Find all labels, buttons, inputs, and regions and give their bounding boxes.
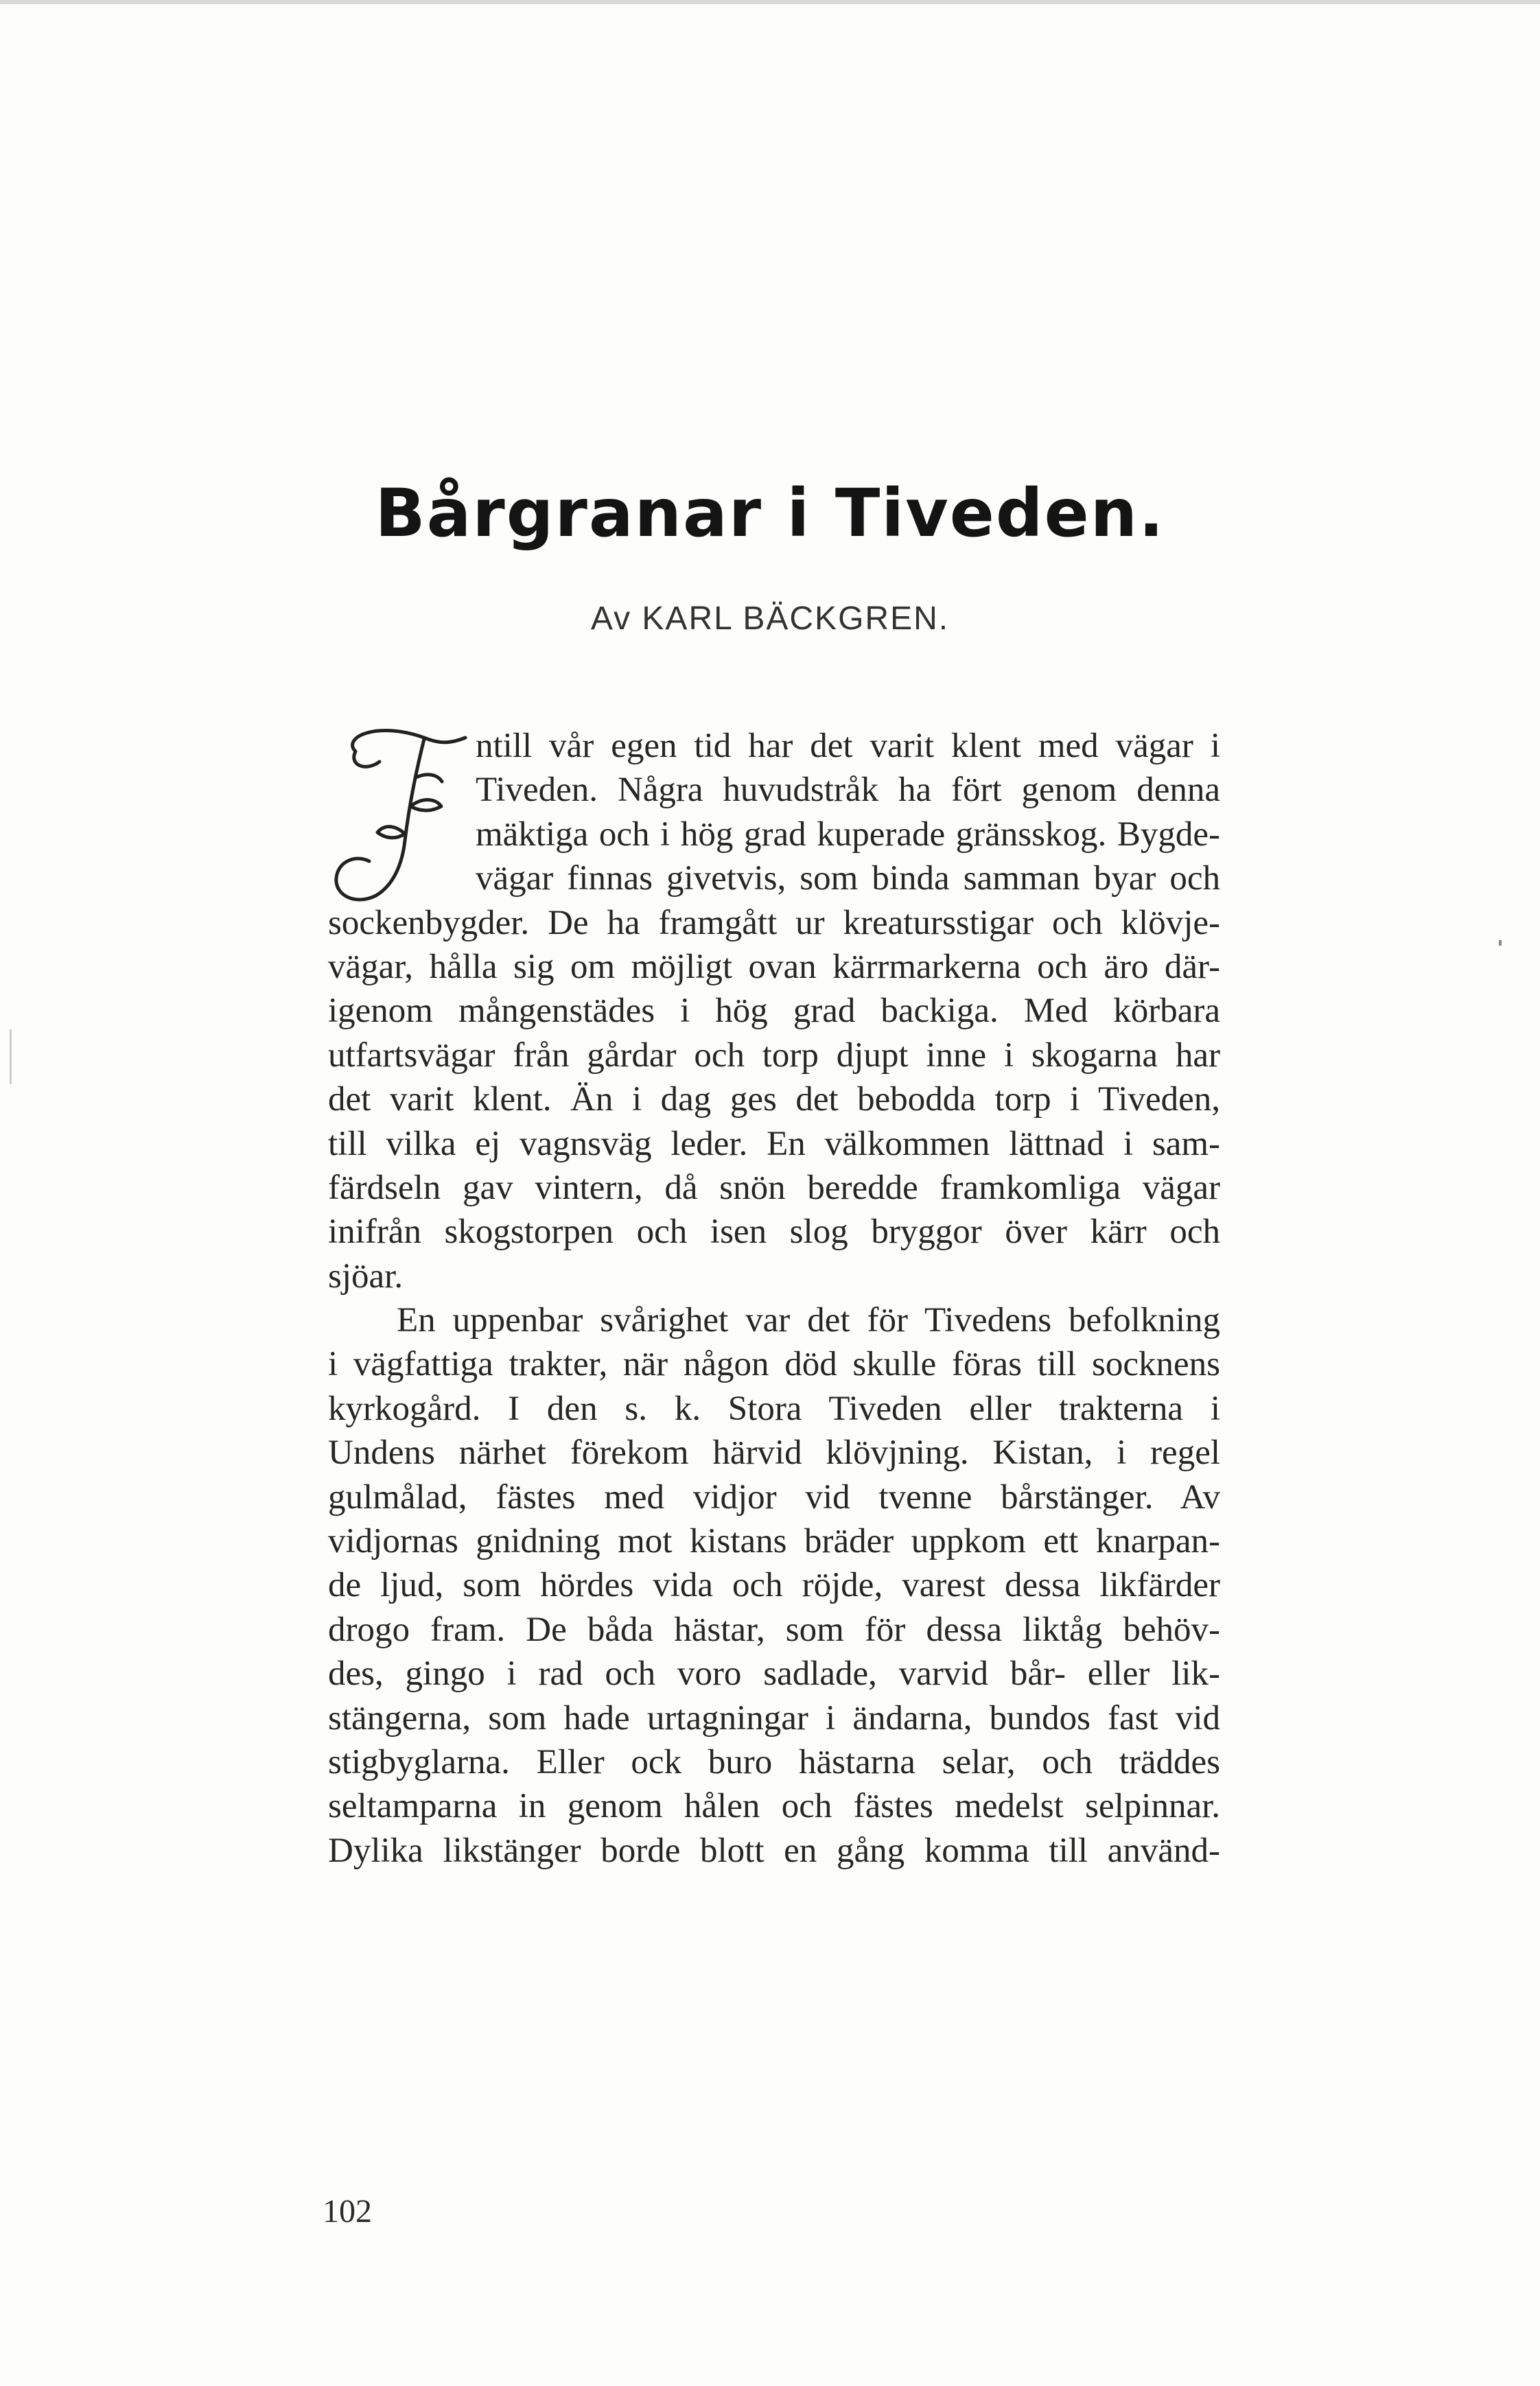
article-body	[328, 724, 1220, 1873]
text-line: vägar finnas givetvis, som binda samman byar och	[476, 859, 1220, 898]
text-line: sjöar.	[328, 1256, 404, 1296]
text-line: gulmålad, fästes med vidjor vid tvenne bårstänger. Av	[328, 1477, 1220, 1517]
scan-edge-mark	[10, 1029, 12, 1084]
paragraph-1	[328, 724, 1220, 1298]
text-line: drogo fram. De båda hästar, som för dessa liktåg behöv-	[328, 1610, 1220, 1649]
text-line: des, gingo i rad och voro sadlade, varvid bår- eller lik-	[328, 1654, 1220, 1694]
text-line: i vägfattiga trakter, när någon död skulle föras till socknens	[328, 1345, 1220, 1384]
text-line: stängerna, som hade urtagningar i ändarna, bundos fast vid	[328, 1698, 1220, 1738]
text-line: igenom mångenstädes i hög grad backiga. Med körbara	[328, 992, 1220, 1031]
text-line: mäktiga och i hög grad kuperade gränsskog. Bygde-	[476, 815, 1220, 854]
text-line: färdseln gav vintern, då snön beredde framkomliga vägar	[328, 1168, 1220, 1207]
text-line: Tiveden. Några huvudstråk ha fört genom denna	[476, 771, 1220, 810]
text-line: En uppenbar svårighet var det för Tivedens befolkning	[397, 1301, 1220, 1340]
text-line: det varit klent. Än i dag ges det bebodda torp i Tiveden,	[328, 1080, 1220, 1119]
text-line: inifrån skogstorpen och isen slog bryggor över kärr och	[328, 1213, 1220, 1252]
text-line: vidjornas gnidning mot kistans bräder uppkom ett knarpan-	[328, 1522, 1220, 1561]
text-line: ntill vår egen tid har det varit klent med vägar i	[476, 727, 1220, 765]
top-edge	[0, 0, 1540, 4]
text-line: Undens närhet förekom härvid klövjning. Kistan, i regel	[328, 1434, 1220, 1473]
page-number: 102	[323, 2193, 372, 2230]
text-line: stigbyglarna. Eller ock buro hästarna selar, och träddes	[328, 1742, 1220, 1781]
text-line: kyrkogård. I den s. k. Stora Tiveden eller trakterna i	[328, 1389, 1220, 1428]
margin-speck	[1499, 940, 1502, 946]
text-line: sockenbygder. De ha framgått ur kreatursstigar och klövje-	[328, 903, 1220, 942]
text-line: seltamparna in genom hålen och fästes medelst selpinnar.	[328, 1787, 1220, 1826]
article-title: Bårgranar i Tiveden.	[375, 475, 1165, 552]
paragraph-2	[328, 1298, 1220, 1873]
text-line: utfartsvägar från gårdar och torp djupt inne i skogarna har	[328, 1036, 1220, 1075]
text-line: till vilka ej vagnsväg leder. En välkommen lättnad i sam-	[328, 1124, 1220, 1163]
text-line: Dylika likstänger borde blott en gång komma till använd-	[328, 1831, 1220, 1870]
text-line: vägar, hålla sig om möjligt ovan kärrmarkerna och äro där-	[328, 947, 1220, 986]
article-byline: Av KARL BÄCKGREN.	[590, 600, 950, 637]
text-line: de ljud, som hördes vida och röjde, varest dessa likfärder	[328, 1566, 1220, 1605]
